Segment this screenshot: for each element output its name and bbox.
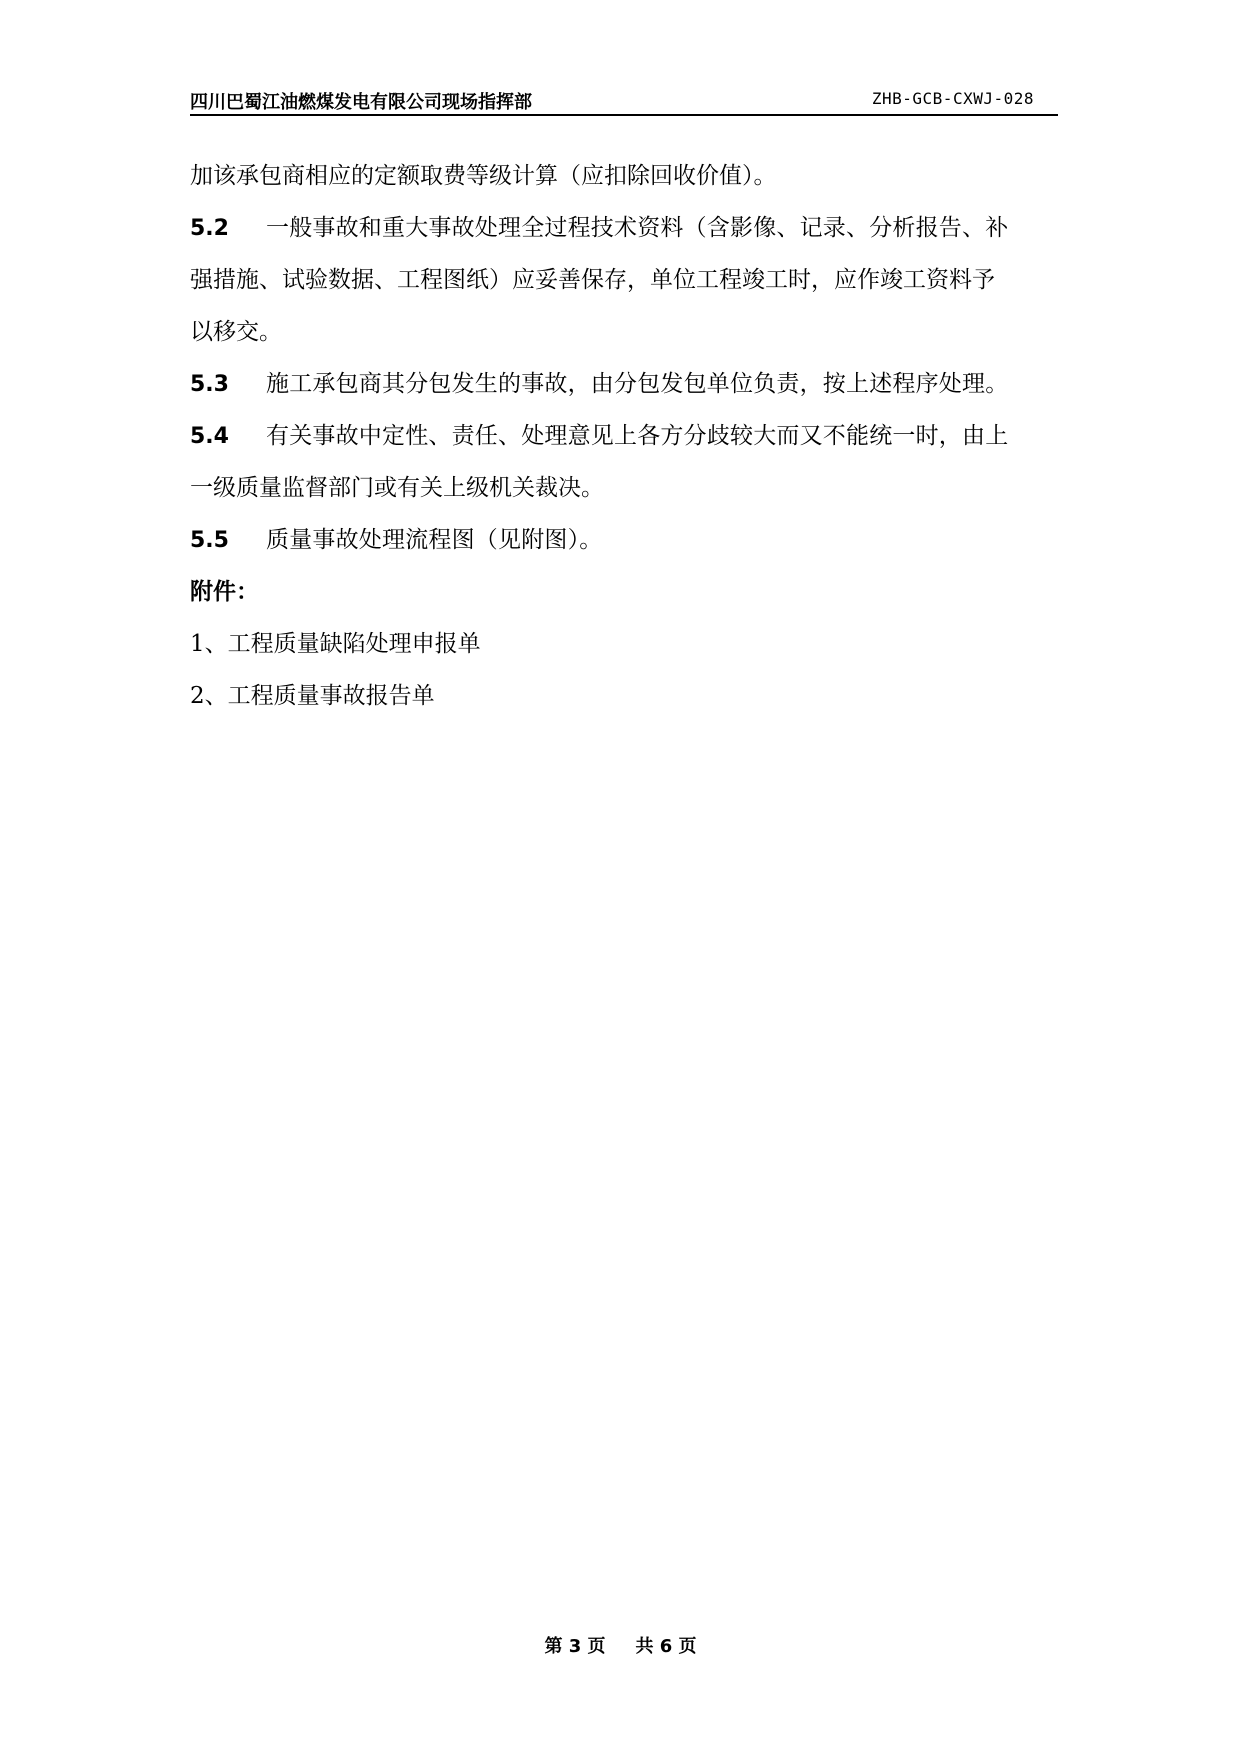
section-text: 一般事故和重大事故处理全过程技术资料（含影像、记录、分析报告、补 (266, 215, 1009, 241)
section-5-2-line-1 (190, 202, 1058, 254)
section-5-3-line-1 (190, 358, 1058, 410)
page-footer (0, 1632, 1241, 1658)
section-text: 施工承包商其分包发生的事故，由分包发包单位负责，按上述程序处理。 (266, 371, 1009, 397)
section-number: 5.2 (190, 216, 229, 241)
attachment-item-1: 1、工程质量缺陷处理申报单 (190, 631, 481, 657)
attachments-heading: 附件： (190, 579, 259, 605)
section-text: 有关事故中定性、责任、处理意见上各方分歧较大而又不能统一时，由上 (266, 423, 1009, 449)
section-text: 质量事故处理流程图（见附图）。 (266, 527, 603, 553)
header-document-code: ZHB-GCB-CXWJ-028 (871, 89, 1034, 108)
section-5-4-line-1 (190, 410, 1058, 462)
section-5-4-line-2: 一级质量监督部门或有关上级机关裁决。 (190, 475, 604, 501)
section-number: 5.5 (190, 528, 229, 553)
section-number: 5.4 (190, 424, 229, 449)
section-5-2-line-2: 强措施、试验数据、工程图纸）应妥善保存，单位工程竣工时，应作竣工资料予 (190, 267, 995, 293)
attachment-item-2: 2、工程质量事故报告单 (190, 683, 435, 709)
document-body (190, 150, 1058, 722)
section-5-5-line-1 (190, 514, 1058, 566)
section-number: 5.3 (190, 372, 229, 397)
page-number: 第 3 页 (544, 1636, 606, 1657)
section-5-2-line-3: 以移交。 (190, 319, 282, 345)
page-total: 共 6 页 (635, 1636, 697, 1657)
header-organization: 四川巴蜀江油燃煤发电有限公司现场指挥部 (190, 92, 532, 113)
continuation-line: 加该承包商相应的定额取费等级计算（应扣除回收价值）。 (190, 163, 777, 189)
page-header (190, 86, 1058, 116)
